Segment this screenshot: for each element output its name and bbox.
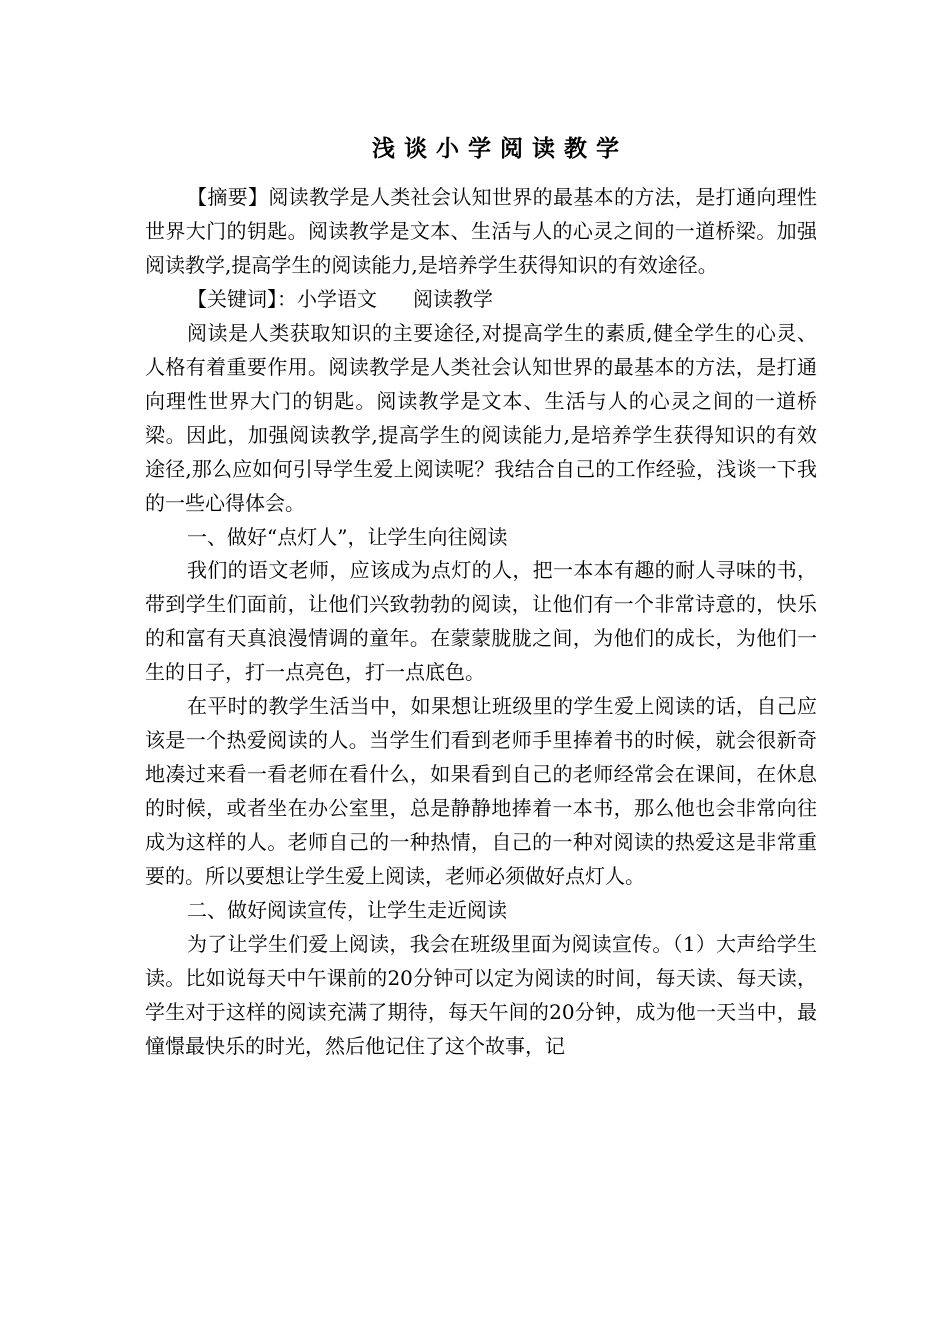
abstract-paragraph: 【摘要】阅读教学是人类社会认知世界的最基本的方法，是打通向理性世界大门的钥匙。阅读教学是文本、生活与人的心灵之间的一道桥梁。加强阅读教学,提高学生的阅读能力,是培养学生获得知识的有效途径。 [145, 185, 817, 277]
keyword-item: 小学语文 [297, 286, 377, 311]
section-heading-2: 二、做好阅读宣传，让学生走近阅读 [187, 898, 507, 923]
body-paragraph: 我们的语文老师，应该成为点灯的人，把一本本有趣的耐人寻味的书，带到学生们面前，让他们兴致勃勃的阅读，让他们有一个非常诗意的，快乐的和富有天真浪漫情调的童年。在蒙蒙胧胧之间，为他们的成长，为他们一生的日子，打一点亮色，打一点底色。 [145, 558, 817, 685]
keywords-line [145, 283, 817, 317]
keyword-item: 阅读教学 [413, 286, 493, 311]
intro-paragraph: 阅读是人类获取知识的主要途径,对提高学生的素质,健全学生的心灵、人格有着重要作用。阅读教学是人类社会认知世界的最基本的方法，是打通向理性世界大门的钥匙。阅读教学是文本、生活与人的心灵之间的一道桥梁。因此，加强阅读教学,提高学生的阅读能力,是培养学生获得知识的有效途径,那么应如何引导学生爱上阅读呢？我结合自己的工作经验，浅谈一下我的一些心得体会。 [145, 320, 817, 515]
section-heading-1: 一、做好“点灯人”，让学生向往阅读 [187, 524, 508, 549]
document-body [145, 181, 817, 1064]
keywords-label: 【关键词】： [187, 286, 297, 311]
document-title: 浅谈小学阅读教学 [372, 135, 628, 162]
body-paragraph: 在平时的教学生活当中，如果想让班级里的学生爱上阅读的话，自己应该是一个热爱阅读的人。当学生们看到老师手里捧着书的时候，就会很新奇地凑过来看一看老师在看什么，如果看到自己的老师经常会在课间，在休息的时候，或者坐在办公室里，总是静静地捧着一本书，那么他也会非常向往成为这样的人。老师自己的一种热情，自己的一种对阅读的热爱这是非常重要的。所以要想让学生爱上阅读，老师必须做好点灯人。 [145, 694, 817, 889]
body-paragraph: 为了让学生们爱上阅读，我会在班级里面为阅读宣传。（1）大声给学生读。比如说每天中午课前的20分钟可以定为阅读的时间，每天读、每天读，学生对于这样的阅读充满了期待，每天午间的20分钟，成为他一天当中，最憧憬最快乐的时光，然后他记住了这个故事，记 [145, 931, 817, 1058]
